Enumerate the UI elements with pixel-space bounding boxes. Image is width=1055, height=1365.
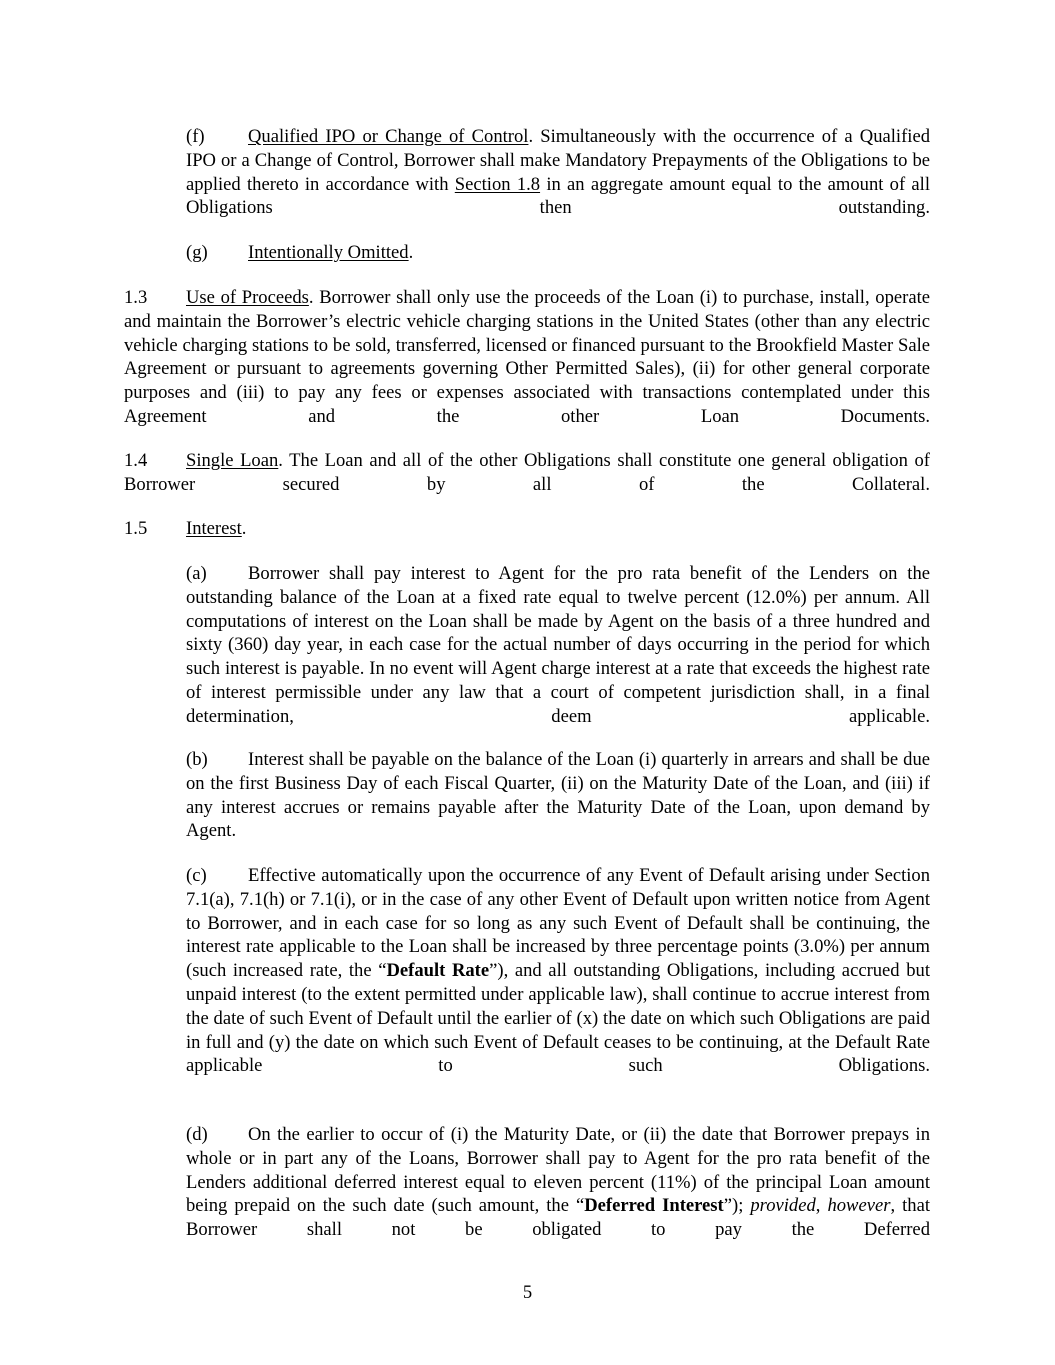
paragraph-number: (c) [186,865,207,886]
paragraph-text: , that Borrower shall not be obligated to pay the Deferred [186,1195,930,1241]
paragraph-text: ”); [723,1195,751,1217]
paragraph-g [186,241,930,265]
paragraph-number: (b) [186,749,208,770]
section-1-5 [124,517,930,541]
emphasis-text: provided [750,1195,816,1217]
paragraph-text: , [815,1195,828,1217]
section-1-3 [124,286,930,453]
defined-term: Default Rate [386,960,490,982]
page-number: 5 [522,1282,533,1303]
section-number: 1.3 [124,287,148,308]
section-number: 1.5 [124,518,148,539]
paragraph-text: On the earlier to occur of (i) the Maturity Date, or (ii) the date that Borrower prepays in whole or in part any of the Loans, Borrower shall pay to Agent for the pro rata benefit of the Lenders additional deferred interest equal to eleven percent (11%) of the principal Loan amount being prepaid on the such date (such amount, the “ [186,1124,930,1217]
paragraph-number: (g) [186,242,208,263]
section-text: . [241,518,247,539]
section-number: 1.4 [124,450,148,471]
paragraph-text: Borrower shall pay interest to Agent for the pro rata benefit of the Lenders on the outstanding balance of the Loan at a fixed rate equal to twelve percent (12.0%) per annum. All computations of interest on the Loan shall be made by Agent on the basis of a three hundred and sixty (360) day year, in each case for the actual number of days occurring in the period for which such interest is payable. In no event will Agent charge interest at a rate that exceeds the highest rate of interest permissible under any law that a court of competent jurisdiction shall, in a final determination, deem applicable. [186,563,930,727]
paragraph-a [186,562,930,752]
paragraph-text: Effective automatically upon the occurrence of any Event of Default arising under Section 7.1(a), 7.1(h) or 7.1(i), or in the case of any other Event of Default upon written notice from Agent to Borrower, and in each case for so long as any such Event of Default shall be continuing, the interest rate applicable to the Loan shall be increased by three percentage points (3.0%) per annum (such increased rate, the “ [186,865,930,982]
section-text: . Borrower shall only use the proceeds of the Loan (i) to purchase, install, operate and maintain the Borrower’s electric vehicle charging stations in the United States (other than any electric vehicle charging stations to be sold, transferred, licensed or financed pursuant to the Brookfield Master Sale Agreement or pursuant to agreements governing Other Permitted Sales), (ii) for other general corporate purposes and (iii) to pay any fees or expenses associated with transactions contemplated under this Agreement and the other Loan Documents. [124,287,930,427]
paragraph-heading: Qualified IPO or Change of Control [248,126,529,147]
paragraph-b [186,748,930,867]
section-heading: Single Loan [186,450,279,471]
paragraph-d [186,1123,930,1266]
defined-term: Deferred Interest [584,1195,724,1217]
paragraph-text: ”), and all outstanding Obligations, including accrued but unpaid interest (to the extent permitted under applicable law), shall continue to accrue interest from the date of such Event of Default until the earlier of (x) the date on which such Obligations are paid in full and (y) the date on which such Event of Default ceases to be continuing, at the Default Rate applicable to such Obligations. [186,960,930,1077]
paragraph-text: . [408,242,414,263]
paragraph-heading: Intentionally Omitted [248,242,409,263]
paragraph-f [186,125,930,244]
emphasis-text: however [827,1195,891,1217]
section-reference-link[interactable]: Section 1.8 [454,173,541,195]
paragraph-number: (f) [186,126,205,147]
section-1-4 [124,449,930,520]
section-text: . The Loan and all of the other Obligations shall constitute one general obligation of Borrower secured by all of the Collateral. [124,450,930,495]
section-heading: Use of Proceeds [186,287,309,308]
paragraph-number: (a) [186,563,207,584]
paragraph-number: (d) [186,1124,208,1145]
paragraph-text: in an aggregate amount equal to the amount of all Obligations then outstanding. [186,173,930,219]
paragraph-c [186,864,930,1102]
paragraph-text: . Simultaneously with the occurrence of a Qualified IPO or a Change of Control, Borrower shall make Mandatory Prepayments of the Obligations to be applied thereto in accordance with [186,126,931,195]
section-heading: Interest [186,518,242,539]
paragraph-text: Interest shall be payable on the balance of the Loan (i) quarterly in arrears and shall be due on the first Business Day of each Fiscal Quarter, (ii) on the Maturity Date of the Loan, and (iii) if any interest accrues or remains payable after the Maturity Date of the Loan, upon demand by Agent. [186,749,930,842]
